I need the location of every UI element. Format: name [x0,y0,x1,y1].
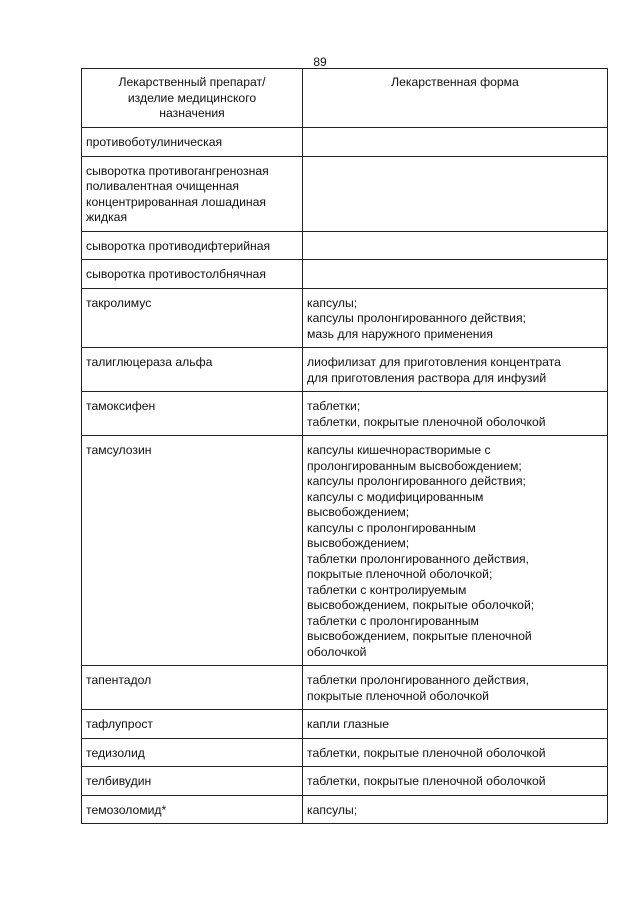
table-row [82,156,608,231]
drug-name-cell: такролимус [82,288,303,348]
drug-name-cell: противоботулиническая [82,128,303,157]
drug-name-cell: сыворотка противогангренозная поливалентная очищенная концентрированная лошадиная жидкая [82,156,303,231]
table-row [82,260,608,289]
dosage-form-cell: таблетки, покрытые пленочной оболочкой [303,738,608,767]
header-drug: Лекарственный препарат/ изделие медицинского назначения [82,69,303,128]
dosage-form-cell: таблетки; таблетки, покрытые пленочной оболочкой [303,392,608,436]
drug-name-cell: темозоломид* [82,795,303,824]
table-row [82,666,608,710]
dosage-form-cell [303,260,608,289]
dosage-form-cell [303,128,608,157]
drug-name-cell: тамоксифен [82,392,303,436]
drug-name-cell: талиглюцераза альфа [82,348,303,392]
drug-name-cell: сыворотка противодифтерийная [82,231,303,260]
header-dosage-form: Лекарственная форма [303,69,608,128]
dosage-form-cell: капсулы; капсулы пролонгированного действия; мазь для наружного применения [303,288,608,348]
drug-name-cell: телбивудин [82,767,303,796]
table-row [82,710,608,739]
drug-name-cell: тедизолид [82,738,303,767]
drug-name-cell: тамсулозин [82,436,303,666]
table-row [82,392,608,436]
table-row [82,767,608,796]
dosage-form-cell: капсулы; [303,795,608,824]
table-row [82,436,608,666]
page-number: 89 [313,55,327,69]
table-row [82,348,608,392]
dosage-form-cell: таблетки пролонгированного действия, покрытые пленочной оболочкой [303,666,608,710]
table-row [82,738,608,767]
drug-table [81,68,608,824]
drug-name-cell: тапентадол [82,666,303,710]
dosage-form-cell: лиофилизат для приготовления концентрата для приготовления раствора для инфузий [303,348,608,392]
table-row [82,231,608,260]
dosage-form-cell [303,156,608,231]
table-header-row [82,69,608,128]
drug-name-cell: сыворотка противостолбнячная [82,260,303,289]
table-row [82,795,608,824]
drug-name-cell: тафлупрост [82,710,303,739]
table-row [82,128,608,157]
dosage-form-cell [303,231,608,260]
table-row [82,288,608,348]
dosage-form-cell: капсулы кишечнорастворимые с пролонгированным высвобождением; капсулы пролонгированного действия; капсулы с модифицированным высвобождением; капсулы с пролонгированным высвобождением; таблетки пролонгированного действия, покрытые пленочной оболочкой; таблетки с контролируемым высвобождением, покрытые оболочкой; таблетки с пролонгированным высвобождением, покрытые пленочной оболочкой [303,436,608,666]
dosage-form-cell: капли глазные [303,710,608,739]
dosage-form-cell: таблетки, покрытые пленочной оболочкой [303,767,608,796]
